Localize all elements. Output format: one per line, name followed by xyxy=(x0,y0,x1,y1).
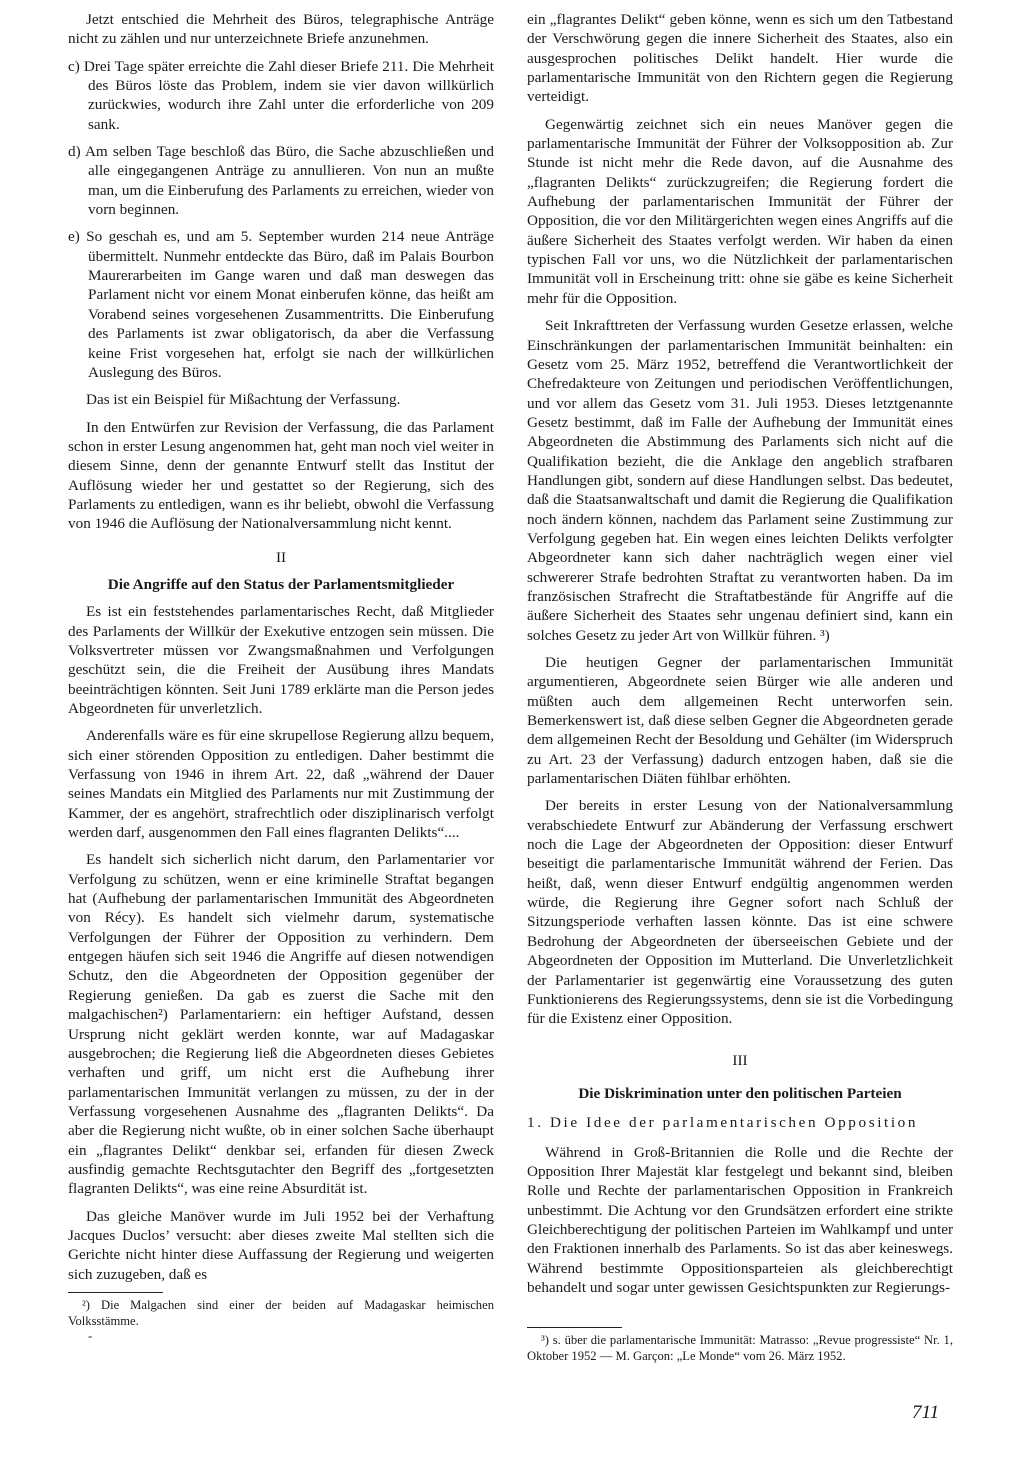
paragraph: Gegenwärtig zeichnet sich ein neues Manöver gegen die parlamentarische Immunität der Führer der Volksopposition ab. Zur Stunde ist nicht mehr die Rede davon, auf die Ausnahme des „flagranten Delikts“ zurückzugreifen; die Regierung fordert die Aufhebung der parlamentarischen Immunität der Führer der Opposition, die vor den Militärgerichten wegen eines Angriffs auf die äußere Sicherheit des Staates verfolgt werden. Wir haben da einen typischen Fall vor uns, wo die Nützlichkeit der parlamentarischen Immunität voll in Erscheinung tritt: ohne sie gäbe es keine Sicherheit mehr für die Opposition. xyxy=(527,115,953,307)
paragraph: Seit Inkrafttreten der Verfassung wurden Gesetze erlassen, welche Einschränkungen der parlamentarischen Immunität beinhalten: ein Gesetz vom 25. März 1952, betreffend die Verantwortlichkeit der Chefredakteure von Zeitungen und periodischen Veröffentlichungen, und vor allem das Gesetz vom 31. Juli 1953. Dieses letztgenannte Gesetz bestimmt, daß im Falle der Aufhebung der Immunität eines Abgeordneten die Abstimmung des Parlaments sich nicht auf die Qualifikation bezieht, die die Anklage den angeblich strafbaren Handlungen gibt, sondern auf diese Handlungen selbst. Das bedeutet, daß die Staatsanwaltschaft und damit die Regierung die Qualifikation noch ändern können, nachdem das Parlament seine Zustimmung zur Verfolgung gegeben hat. Ein wegen eines leichten Delikts verfolgter Abgeordneter kann sich daher nachträglich wegen einer viel schwererer Strafe bedrohten Straftat zu verantworten haben. Da im französischen Strafrecht die Straftatbestände für Angriffe auf die äußere Sicherheit des Staates sehr ungenau definiert sind, kann ein solches Gesetz zu jeder Art von Willkür führen. ³) xyxy=(527,317,953,644)
section-number: II xyxy=(275,548,287,566)
paragraph: Das gleiche Manöver wurde im Juli 1952 bei der Verhaftung Jacques Duclos’ versucht: aber dieses zweite Mal stellten sich die Gerichte nicht hinter diese Auffassung der Regierung und weigerten sich zuzugeben, daß es xyxy=(68,1207,494,1283)
paragraph: Jetzt entschied die Mehrheit des Büros, telegraphische Anträge nicht zu zählen und nur unterzeichnete Briefe anzunehmen. xyxy=(68,11,494,48)
paragraph: Die heutigen Gegner der parlamentarischen Immunität argumentieren, Abgeordnete seien Bürger wie alle anderen und müßten auch dem allgemeinen Recht unterworfen sein. Bemerkenswert ist, daß diese selben Gegner die Abgeordneten gerade dem allgemeinen Recht der Besoldung und Gehälter (im Widerspruch zu Art. 23 der Verfassung) dadurch entzogen haben, daß sie die parlamentarischen Diäten fühlbar erhöhten. xyxy=(527,654,953,788)
stray-mark: - xyxy=(88,1327,93,1343)
paragraph: Der bereits in erster Lesung von der Nationalversammlung verabschiedete Entwurf zur Abänderung der Verfassung erschwert noch die Lage der Abgeordneten der Opposition: dieser Entwurf beseitigt die parlamentarische Immunität während der Ferien. Das heißt, daß, wenn dieser Entwurf endgültig angenommen werden würde, die Regierung ihre Gegner sofort nach Schluß der Sitzungsperiode verhaften lassen könnte. Das ist eine schwere Bedrohung der Abgeordneten der überseeischen Gebiete und der Abgeordneten der Opposition im Mutterland. Die Unverletzlichkeit der Parlamentarier ist gegenwärtig eine Voraussetzung des guten Funktionierens des Regierungssystems, denn sie ist die Vorbedingung für die Existenz einer Opposition. xyxy=(527,797,953,1028)
section-heading: Die Diskrimination unter den politischen Parteien xyxy=(578,1084,902,1102)
paragraph: In den Entwürfen zur Revision der Verfassung, die das Parlament schon in erster Lesung angenommen hat, geht man noch viel weiter in diesem Sinne, denn der genannte Entwurf stellt das Institut der Auflösung wieder her und gestattet so der Regierung, sich des Parlaments zu entledigen, wann es ihr beliebt, obwohl die Verfassung von 1946 die Auflösung der Nationalversammlung nicht kennt. xyxy=(68,418,494,533)
list-item-e: e) So geschah es, und am 5. September wurden 214 neue Anträge übermittelt. Nunmehr entdeckte das Büro, daß im Palais Bourbon Maurerarbeiten im Gange waren und daß man deswegen das Parlament nicht vor einem Monat einberufen könne, das heißt am Vorabend seines vorgesehenen Zusammentritts. Die Einberufung des Parlaments ist zwar obligatorisch, da aber die Verfassung keine Frist vorgesehen hat, erfolgt sie nach der willkürlichen Auslegung des Büros. xyxy=(68,228,494,381)
left-column xyxy=(68,10,494,1343)
footnote: ³) s. über die parlamentarische Immunität: Matrasso: „Revue progressiste“ Nr. 1, Oktober 1952 — M. Garçon: „Le Monde“ vom 26. März 1952. xyxy=(527,1333,953,1364)
footnote: ²) Die Malgachen sind einer der beiden auf Madagaskar heimischen Volksstämme. xyxy=(68,1297,494,1328)
paragraph: ein „flagrantes Delikt“ geben könne, wenn es sich um den Tatbestand der Verschwörung gegen die innere Sicherheit des Staates, also ein ausgesprochen politisches Delikt handelt. Hier wurde die parlamentarische Immunität von den Richtern gegen die Regierung verteidigt. xyxy=(527,11,953,106)
subsection-heading: 1. Die Idee der parlamentarischen Opposition xyxy=(527,1114,919,1132)
section-heading: Die Angriffe auf den Status der Parlamentsmitglieder xyxy=(107,575,455,593)
paragraph: Es ist ein feststehendes parlamentarisches Recht, daß Mitglieder des Parlaments der Willkür der Exekutive entzogen sein müssen. Die Volksvertreter müssen vor Zwangsmaßnahmen und Verfolgungen geschützt sein, die die Freiheit der Ausübung ihres Mandats beeinträchtigen könnten. Seit Juni 1789 erklärte man die Person jedes Abgeordneten für unverletzlich. xyxy=(68,603,494,717)
paragraph: Das ist ein Beispiel für Mißachtung der Verfassung. xyxy=(86,391,401,409)
footnote-rule xyxy=(68,1292,163,1293)
list-item-d: d) Am selben Tage beschloß das Büro, die Sache abzuschließen und alle eingegangenen Anträge zu annullieren. Von nun an mußte man, um die Einberufung des Parlaments zu erreichen, wieder von vorn beginnen. xyxy=(68,143,494,219)
paragraph: Anderenfalls wäre es für eine skrupellose Regierung allzu bequem, sich einer störenden Opposition zu entledigen. Daher bestimmt die Verfassung von 1946 in ihrem Art. 22, daß „während der Dauer seines Mandats ein Mitglied des Parlaments nur mit Zustimmung der Kammer, der es angehört, strafrechtlich oder disziplinarisch verfolgt werden darf, ausgenommen den Fall eines flagranten Delikts“.... xyxy=(68,727,494,842)
page-number: 711 xyxy=(912,1402,940,1423)
paragraph: Während in Groß-Britannien die Rolle und die Rechte der Opposition Ihrer Majestät klar festgelegt und bekannt sind, bleiben Rolle und Rechte der parlamentarischen Opposition in Frankreich unbestimmt. Die Achtung vor den Grundsätzen erfordert eine strikte Gleichberechtigung der politischen Parteien im Wahlkampf und unter den Fraktionen innerhalb des Parlaments. So ist das aber keineswegs. Während bestimmte Oppositionsparteien als gleichberechtigt behandelt und sogar unter gewissen Gesichtspunkten zur Regierungs- xyxy=(527,1143,953,1296)
footnote-rule xyxy=(527,1327,622,1328)
section-number: III xyxy=(732,1051,748,1069)
list-item-c: c) Drei Tage später erreichte die Zahl dieser Briefe 211. Die Mehrheit des Büros löste das Problem, indem sie vier davon willkürlich zurückwies, wodurch ihre Zahl unter die erforderliche von 209 sank. xyxy=(68,57,494,133)
paragraph: Es handelt sich sicherlich nicht darum, den Parlamentarier vor Verfolgung zu schützen, wenn er eine kriminelle Straftat begangen hat (Aufhebung der parlamentarischen Immunität des Abgeordneten von Récy). Es handelt sich vielmehr darum, systematische Verfolgungen der Führer der Opposition zu verhindern. Dem entgegen häufen sich seit 1946 die Angriffe auf diesen notwendigen Schutz, den die Abgeordneten der Opposition gegenüber der Regierung genießen. Da gab es zuerst die Sache mit den malgachischen²) Parlamentariern: ein heftiger Aufstand, dessen Ursprung nicht geklärt werden konnte, war auf Madagaskar ausgebrochen; die Regierung ließ die Abgeordneten dieses Gebietes verhaften und griff, um nicht erst die Aufhebung ihrer parlamentarischen Immunität verlangen zu müssen, zu der in der Verfassung vorgesehenen Ausnahme des „flagranten Delikts“. Da aber die Regierung nicht wußte, ob in einer solchen Sache überhaupt ein „flagrantes Delikt“ denkbar sei, erfanden für diesen Zweck ausfindig gemachte Rechtsgutachter den Begriff des „fortgesetzten flagranten Delikts“, was eine reine Absurdität ist. xyxy=(68,851,494,1198)
right-column xyxy=(527,10,953,1364)
